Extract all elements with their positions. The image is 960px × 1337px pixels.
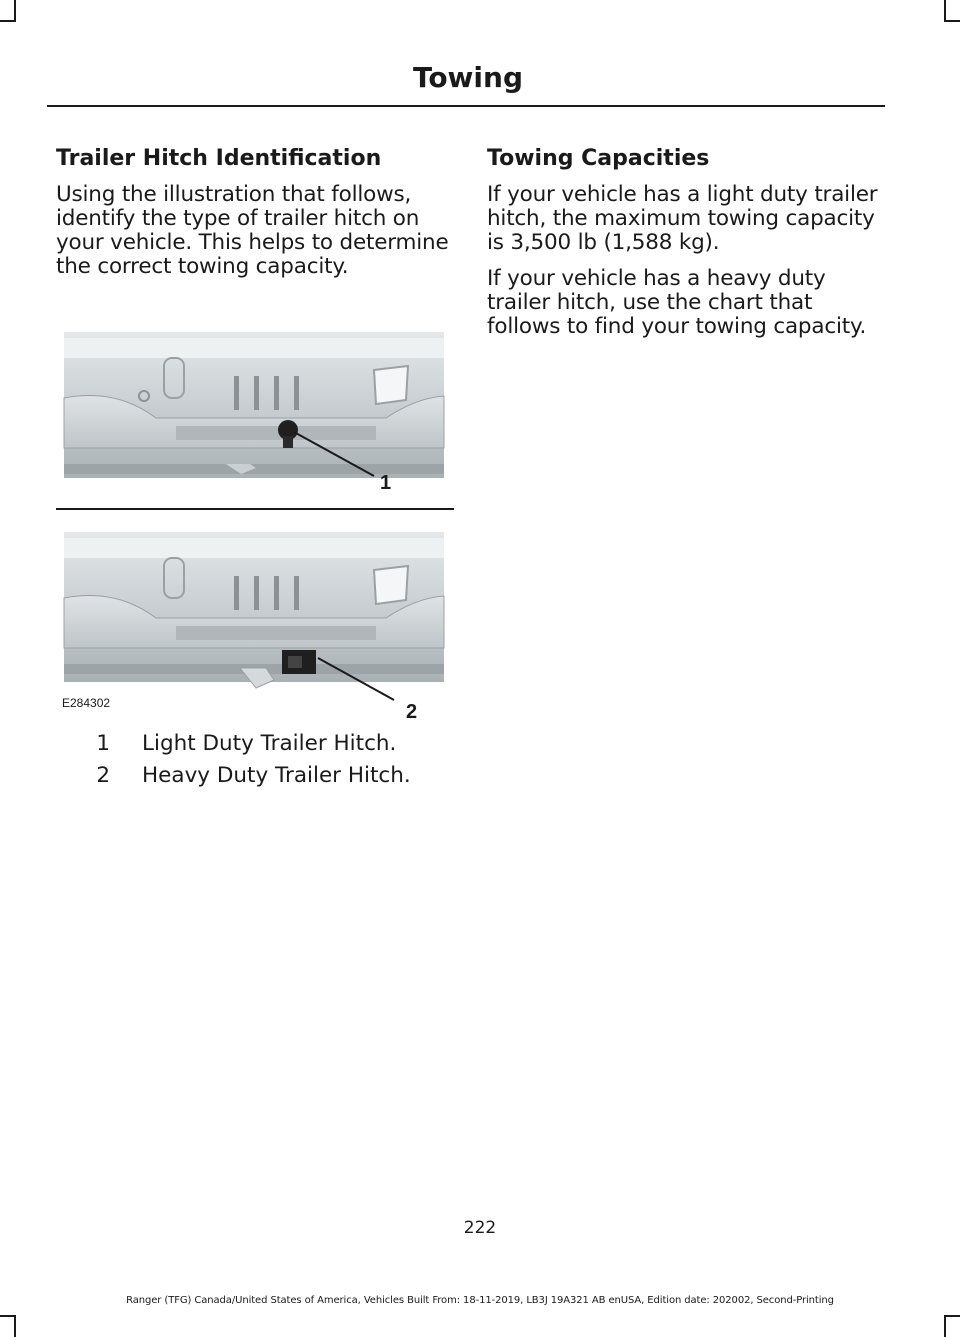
- section-heading-towing-capacities: Towing Capacities: [487, 146, 710, 171]
- crop-mark: [944, 0, 946, 22]
- figure-divider: [56, 508, 454, 510]
- crop-mark: [944, 1315, 946, 1337]
- crop-mark: [944, 1315, 960, 1317]
- legend-item: [56, 760, 454, 792]
- callout-2: 2: [406, 701, 418, 718]
- left-column: [56, 143, 454, 279]
- legend-text: Heavy Duty Trailer Hitch.: [142, 763, 411, 788]
- crop-mark: [14, 0, 16, 22]
- right-column: [487, 143, 887, 339]
- hitch-illustration: [56, 318, 454, 718]
- heavy-duty-bumper: [64, 532, 444, 700]
- callout-1: 1: [380, 472, 392, 494]
- figure-legend: [56, 728, 454, 792]
- legend-number: 1: [96, 731, 110, 756]
- bumper-illustration: [56, 318, 454, 718]
- crop-mark: [944, 20, 960, 22]
- crop-mark: [0, 20, 16, 22]
- page-title: Towing: [412, 61, 523, 94]
- legend-number: 2: [96, 763, 110, 788]
- section-heading-hitch-identification: Trailer Hitch Identification: [56, 146, 382, 171]
- legend-item: [56, 728, 454, 760]
- crop-mark: [14, 1315, 16, 1337]
- legend-text: Light Duty Trailer Hitch.: [142, 731, 397, 756]
- light-duty-capacity-paragraph: If your vehicle has a light duty trailer hitch, the maximum towing capacity is 3,500 lb (1,588 kg).: [487, 182, 878, 255]
- page-number: 222: [463, 1218, 497, 1238]
- heavy-duty-capacity-paragraph: If your vehicle has a heavy duty trailer hitch, use the chart that follows to find your towing capacity.: [487, 266, 867, 339]
- hitch-identification-paragraph: Using the illustration that follows, identify the type of trailer hitch on your vehicle. This helps to determine the correct towing capacity.: [56, 182, 449, 279]
- page-header: [47, 60, 885, 96]
- page-footer: Ranger (TFG) Canada/United States of America, Vehicles Built From: 18-11-2019, LB3J 19A321 AB enUSA, Edition date: 202002, Second-Printing: [126, 1295, 834, 1306]
- crop-mark: [0, 1315, 16, 1317]
- figure-code: E284302: [62, 696, 111, 710]
- header-rule: [47, 105, 885, 107]
- light-duty-bumper: [64, 332, 444, 478]
